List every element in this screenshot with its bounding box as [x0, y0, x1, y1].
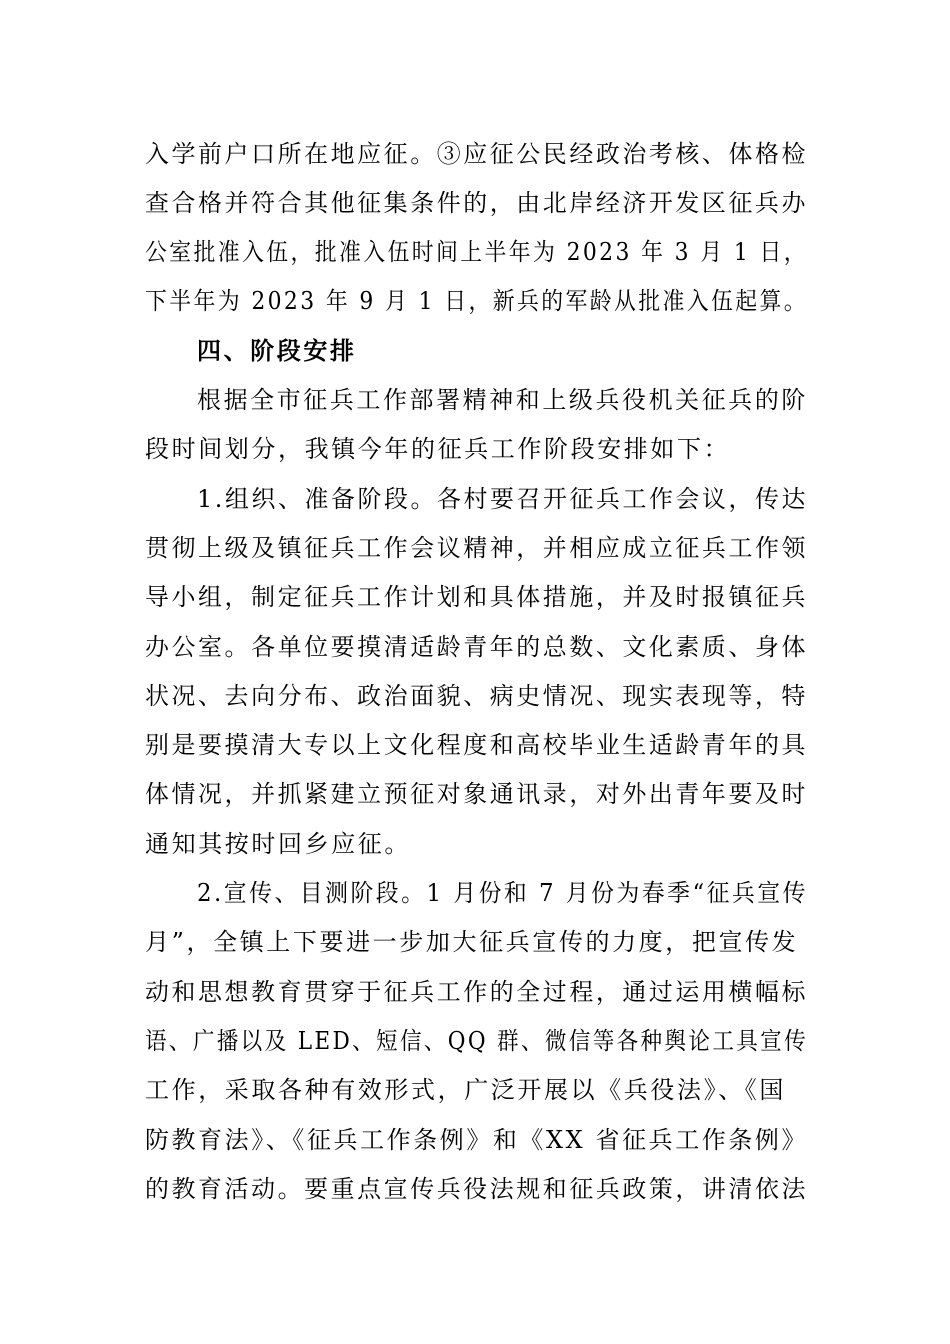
- line-text: 1.组织、准备阶段。各村要召开征兵工作会议，传达: [197, 485, 808, 513]
- line-text: 工作，采取各种有效形式，广泛开展以《兵役法》、《国: [145, 1076, 786, 1104]
- line-text: 导小组，制定征兵工作计划和具体措施，并及时报镇征兵: [145, 583, 808, 611]
- line-text: 段时间划分，我镇今年的征兵工作阶段安排如下：: [145, 435, 731, 463]
- line-text: 查合格并符合其他征集条件的，由北岸经济开发区征兵办: [145, 189, 808, 217]
- section-heading-text: 四、阶段安排: [197, 336, 357, 365]
- line-text: 通知其按时回乡应征。: [145, 830, 411, 858]
- line-text: 贯彻上级及镇征兵工作会议精神，并相应成立征兵工作领: [145, 534, 808, 562]
- line-text: 根据全市征兵工作部署精神和上级兵役机关征兵的阶: [197, 386, 808, 414]
- line-text: 月”，全镇上下要进一步加大征兵宣传的力度，把宣传发: [145, 928, 799, 956]
- line-text: 动和思想教育贯穿于征兵工作的全过程，通过运用横幅标: [145, 978, 808, 1006]
- line-text: 的教育活动。要重点宣传兵役法规和征兵政策，讲清依法: [145, 1175, 808, 1203]
- line-text: 2.宣传、目测阶段。1 月份和 7 月份为春季“征兵宣传: [197, 879, 808, 907]
- line-text: 体情况，并抓紧建立预征对象通讯录，对外出青年要及时: [145, 780, 808, 808]
- line-text: 状况、去向分布、政治面貌、病史情况、现实表现等，特: [145, 682, 808, 710]
- line-text: 别是要摸清大专以上文化程度和高校毕业生适龄青年的具: [145, 731, 808, 759]
- line-text: 下半年为 2023 年 9 月 1 日，新兵的军龄从批准入伍起算。: [145, 287, 808, 315]
- line-text: 入学前户口所在地应征。③应征公民经政治考核、体格检: [145, 140, 808, 168]
- line-text: 办公室。各单位要摸清适龄青年的总数、文化素质、身体: [145, 633, 808, 661]
- line-text: 语、广播以及 LED、短信、QQ 群、微信等各种舆论工具宣传: [145, 1027, 808, 1055]
- line-text: 防教育法》、《征兵工作条例》和《XX 省征兵工作条例》: [145, 1126, 808, 1154]
- line-text: 公室批准入伍，批准入伍时间上半年为 2023 年 3 月 1 日，: [145, 238, 808, 266]
